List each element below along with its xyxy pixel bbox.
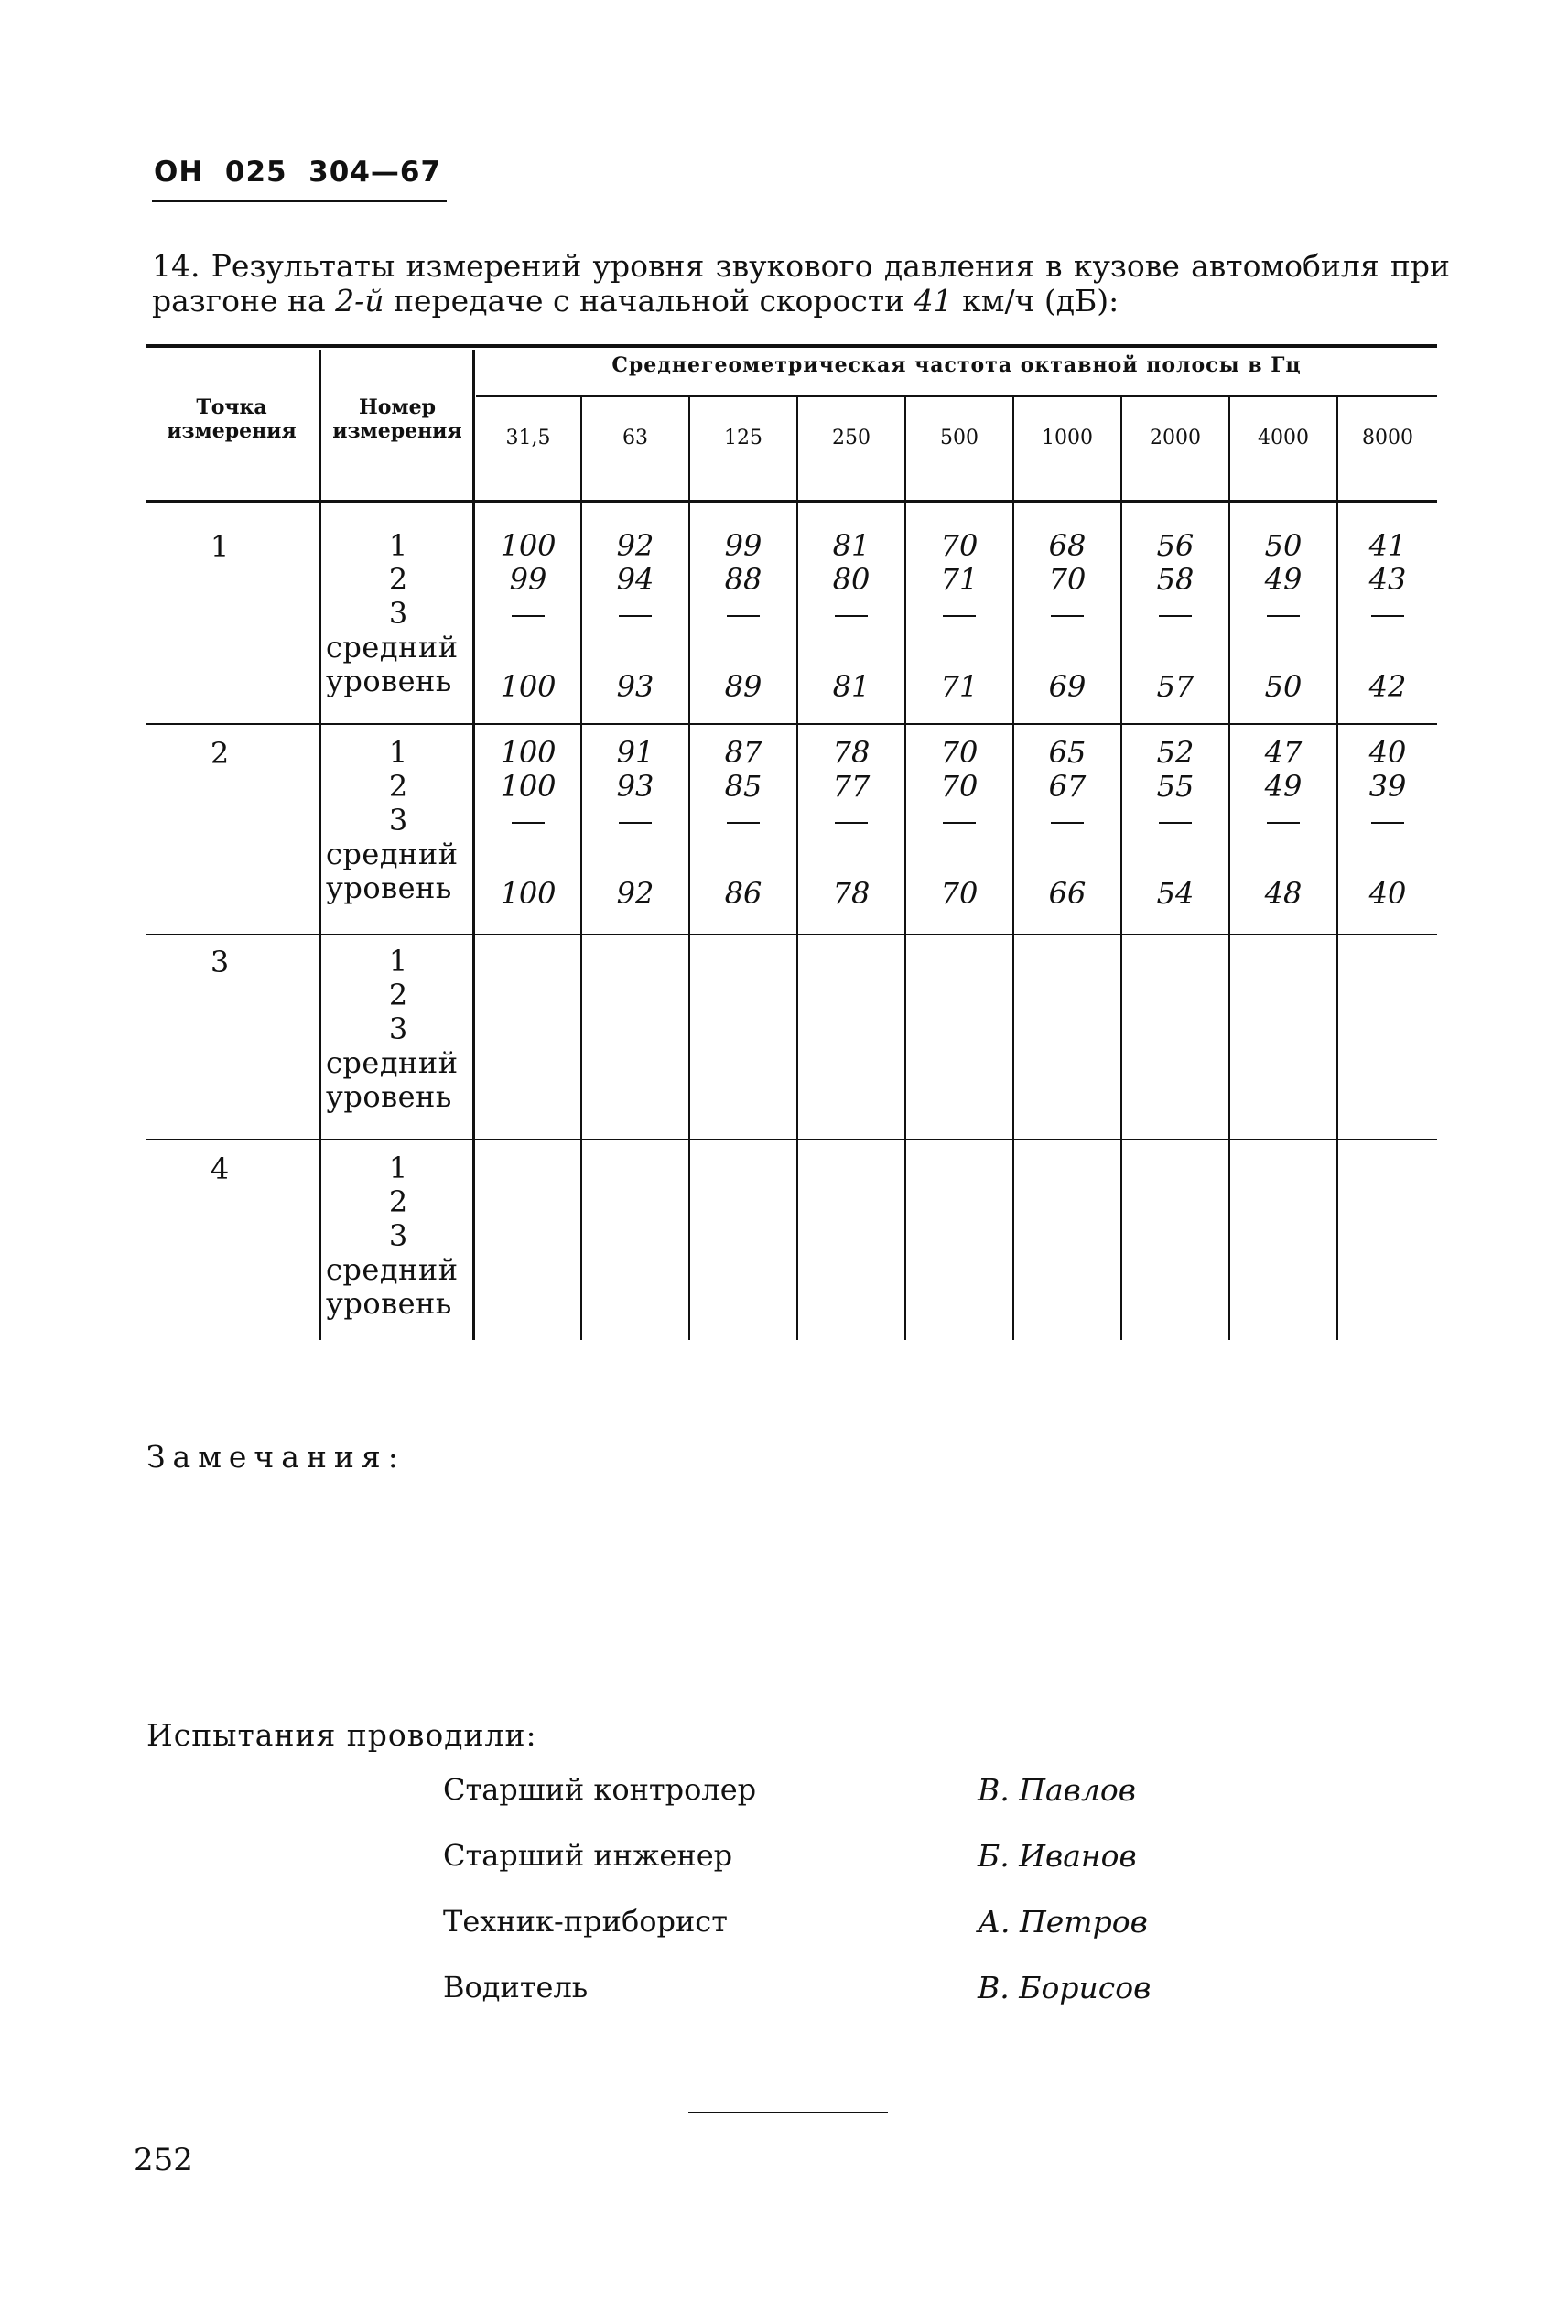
measurement-1-value: 68 [1048, 528, 1087, 563]
empty-measurement-dash [585, 804, 686, 838]
average-level-value: 40 [1368, 876, 1407, 911]
measurement-1-value: 56 [1156, 528, 1195, 563]
column-divider [688, 397, 690, 1340]
table-top-rule [146, 344, 1437, 348]
conducted-by-label: Испытания проводили: [146, 1717, 537, 1753]
empty-measurement-dash [478, 804, 579, 838]
average-label: средний [326, 837, 459, 871]
measurement-1-value: 50 [1264, 528, 1303, 563]
signature-name: А. Петров [978, 1904, 1148, 1940]
frequency-header: 125 [724, 427, 762, 449]
document-code: ОН 025 304—67 [154, 156, 442, 189]
measurement-1-value: 47 [1264, 735, 1303, 770]
measurement-2-value: 100 [500, 769, 557, 804]
measurement-labels [324, 1151, 472, 1321]
empty-measurement-dash [1017, 804, 1118, 838]
column-divider [1228, 397, 1230, 1340]
column-header-number: Номер измерения [332, 395, 462, 443]
average-level-value: 100 [500, 669, 557, 704]
measurement-1-value: 41 [1368, 528, 1407, 563]
frequency-header: 31,5 [505, 427, 551, 449]
measurement-1-value: 99 [724, 528, 762, 563]
measurement-2-label: 2 [388, 978, 408, 1012]
average-label: средний [326, 1252, 459, 1287]
level-label: уровень [326, 664, 452, 698]
row-separator [146, 723, 1437, 725]
caption-part3: км/ч (дБ): [952, 283, 1119, 319]
point-number: 4 [210, 1151, 230, 1186]
average-level-value: 70 [940, 876, 979, 911]
empty-measurement-dash [693, 804, 794, 838]
measurement-2-value: 67 [1048, 769, 1087, 804]
measurement-1-label: 1 [388, 528, 408, 563]
column-divider [1012, 397, 1014, 1340]
average-level-value: 71 [940, 669, 979, 704]
measurement-2-value: 49 [1264, 769, 1303, 804]
measurement-2-value: 70 [940, 769, 979, 804]
measurement-1-value: 100 [500, 528, 557, 563]
measurement-2-value: 94 [616, 562, 654, 597]
header-bottom-rule [146, 500, 1437, 503]
measurement-1-value: 40 [1368, 735, 1407, 770]
average-level-value: 93 [616, 669, 654, 704]
column-divider [472, 350, 475, 1340]
caption-speed: 41 [914, 283, 953, 319]
measurement-3-label: 3 [388, 803, 408, 838]
measurement-1-value: 87 [724, 735, 762, 770]
measurement-2-label: 2 [388, 1184, 408, 1219]
average-level-value: 69 [1048, 669, 1087, 704]
measurement-1-value: 78 [832, 735, 871, 770]
measurement-2-value: 71 [940, 562, 979, 597]
table-caption [152, 249, 1450, 319]
column-divider [1120, 397, 1122, 1340]
measurement-1-label: 1 [388, 735, 408, 770]
point-number: 1 [210, 529, 230, 564]
average-level-value: 81 [832, 669, 871, 704]
measurement-1-label: 1 [388, 1151, 408, 1185]
empty-measurement-dash [909, 597, 1010, 631]
page-number: 252 [134, 2142, 193, 2178]
level-label: уровень [326, 870, 452, 905]
row-separator [146, 1139, 1437, 1140]
average-level-value: 78 [832, 876, 871, 911]
measurement-1-value: 92 [616, 528, 654, 563]
measurement-2-value: 99 [509, 562, 547, 597]
measurement-1-value: 91 [616, 735, 654, 770]
measurement-labels [324, 945, 472, 1114]
measurement-1-value: 70 [940, 528, 979, 563]
average-level-value: 89 [724, 669, 762, 704]
average-level-value: 92 [616, 876, 654, 911]
level-label: уровень [326, 1286, 452, 1321]
measurement-2-value: 88 [724, 562, 762, 597]
column-divider [904, 397, 906, 1340]
frequency-header: 8000 [1362, 427, 1413, 449]
measurement-labels [324, 736, 472, 905]
column-divider [580, 397, 582, 1340]
measurement-2-value: 77 [832, 769, 871, 804]
empty-measurement-dash [585, 597, 686, 631]
signature-role: Старший контролер [443, 1772, 757, 1807]
empty-measurement-dash [801, 804, 902, 838]
measurement-1-value: 65 [1048, 735, 1087, 770]
average-level-value: 57 [1156, 669, 1195, 704]
signature-name: В. Борисов [978, 1970, 1152, 2005]
closing-rule [688, 2112, 888, 2113]
measurement-2-value: 85 [724, 769, 762, 804]
measurement-2-value: 39 [1368, 769, 1407, 804]
empty-measurement-dash [1337, 597, 1438, 631]
average-level-value: 66 [1048, 876, 1087, 911]
measurement-1-value: 52 [1156, 735, 1195, 770]
measurement-2-value: 93 [616, 769, 654, 804]
average-level-value: 100 [500, 876, 557, 911]
average-level-value: 50 [1264, 669, 1303, 704]
header-underline [152, 200, 447, 202]
frequency-header: 63 [622, 427, 648, 449]
empty-measurement-dash [1233, 597, 1334, 631]
row-separator [146, 934, 1437, 935]
empty-measurement-dash [1233, 804, 1334, 838]
frequency-header: 4000 [1258, 427, 1309, 449]
average-label: средний [326, 630, 459, 665]
measurement-2-value: 49 [1264, 562, 1303, 597]
signature-name: Б. Иванов [978, 1838, 1137, 1874]
empty-measurement-dash [1125, 597, 1226, 631]
average-level-value: 48 [1264, 876, 1303, 911]
measurement-2-label: 2 [388, 562, 408, 597]
measurement-3-label: 3 [388, 1011, 408, 1046]
frequency-header: 250 [832, 427, 871, 449]
freq-header-rule [476, 395, 1437, 397]
point-number: 3 [210, 945, 230, 979]
signature-name: В. Павлов [978, 1772, 1136, 1808]
average-level-value: 86 [724, 876, 762, 911]
point-number: 2 [210, 736, 230, 771]
measurement-3-label: 3 [388, 596, 408, 631]
measurement-1-value: 100 [500, 735, 557, 770]
empty-measurement-dash [801, 597, 902, 631]
frequency-header: 1000 [1042, 427, 1093, 449]
empty-measurement-dash [478, 597, 579, 631]
measurement-3-label: 3 [388, 1218, 408, 1253]
column-divider [796, 397, 798, 1340]
measurement-1-value: 81 [832, 528, 871, 563]
measurement-2-value: 70 [1048, 562, 1087, 597]
average-level-value: 42 [1368, 669, 1407, 704]
level-label: уровень [326, 1079, 452, 1114]
column-header-point: Точка измерения [167, 395, 297, 443]
empty-measurement-dash [1337, 804, 1438, 838]
empty-measurement-dash [1125, 804, 1226, 838]
measurement-2-value: 55 [1156, 769, 1195, 804]
measurement-labels [324, 529, 472, 698]
measurement-2-value: 43 [1368, 562, 1407, 597]
caption-part2: передаче с начальной скорости [384, 283, 914, 319]
caption-gear: 2-й [335, 283, 384, 319]
caption-part1: 14. Результаты измерений уровня звукового давления в кузове автомобиля при разгоне на [152, 248, 1450, 319]
column-divider [319, 350, 321, 1340]
signature-role: Техник-приборист [443, 1904, 728, 1939]
average-label: средний [326, 1045, 459, 1080]
signature-role: Старший инженер [443, 1838, 733, 1873]
measurement-1-value: 70 [940, 735, 979, 770]
remarks-label: Замечания: [146, 1439, 406, 1475]
measurement-1-label: 1 [388, 944, 408, 978]
average-level-value: 54 [1156, 876, 1195, 911]
frequency-header: 500 [940, 427, 979, 449]
measurement-2-label: 2 [388, 769, 408, 804]
measurement-2-value: 80 [832, 562, 871, 597]
empty-measurement-dash [909, 804, 1010, 838]
measurement-2-value: 58 [1156, 562, 1195, 597]
signature-role: Водитель [443, 1970, 589, 2005]
frequency-group-header: Среднегеометрическая частота октавной полосы в Гц [611, 353, 1302, 377]
frequency-header: 2000 [1150, 427, 1201, 449]
empty-measurement-dash [693, 597, 794, 631]
empty-measurement-dash [1017, 597, 1118, 631]
